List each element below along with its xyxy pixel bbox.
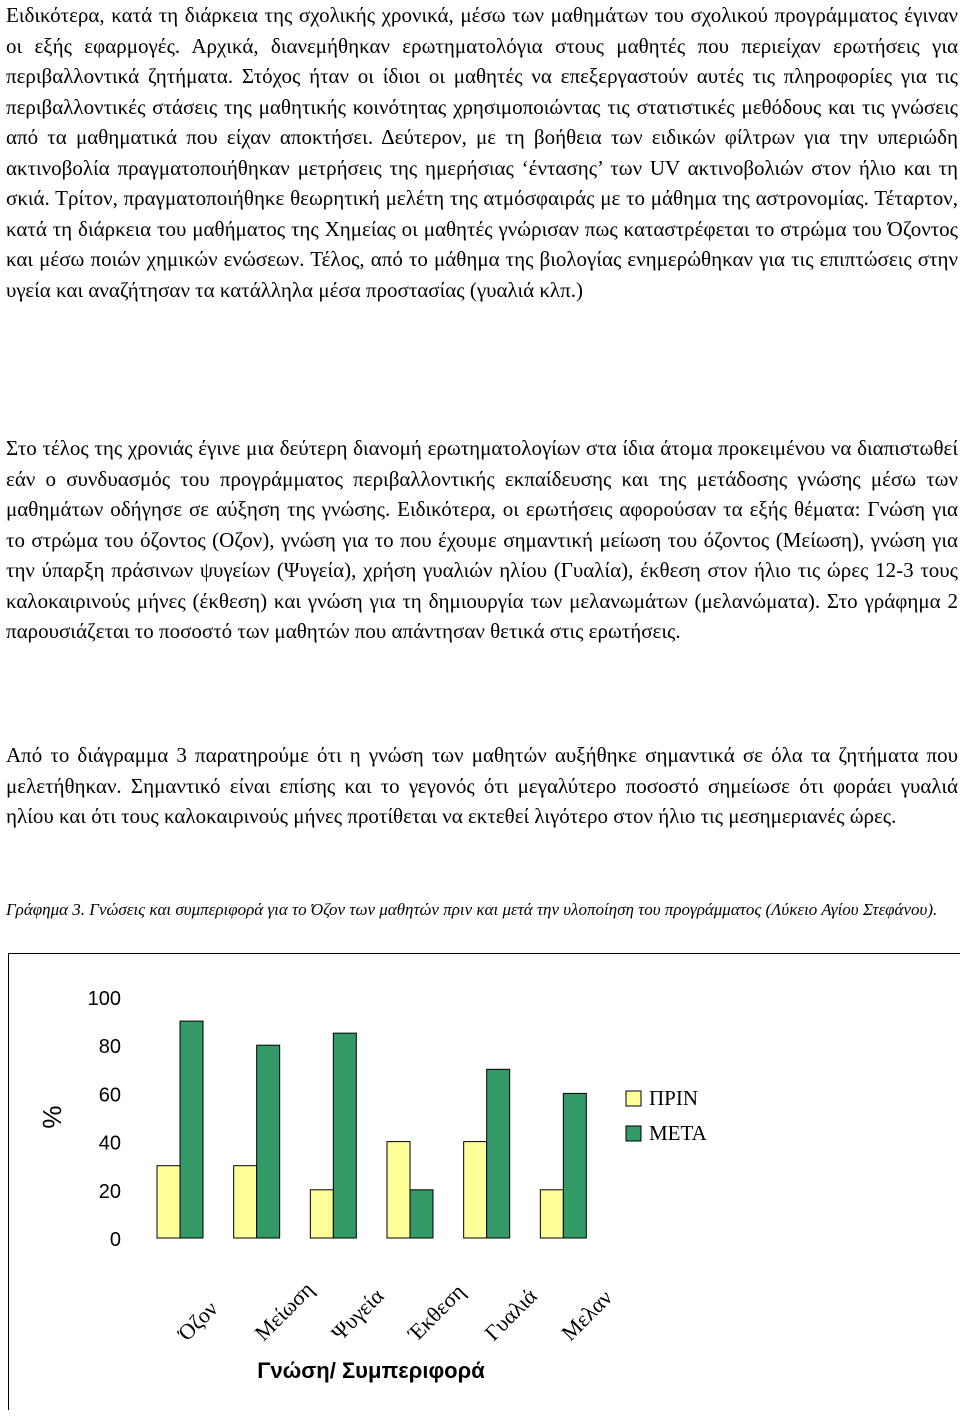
bar-after xyxy=(333,1033,356,1238)
bar-before xyxy=(387,1142,410,1238)
bar-after xyxy=(563,1093,586,1238)
x-tick-label: Ψυγεία xyxy=(326,1283,389,1346)
paragraph-1: Ειδικότερα, κατά τη διάρκεια της σχολικής χρονικά, μέσω των μαθημάτων του σχολικού προγράμματος έγιναν οι εξής εφαρμογές. Αρχικά, διανεμήθηκαν ερωτηματολόγια στους μαθητές που περιείχαν ερωτήσεις για περιβαλλοντικά ζητήματα. Στόχος ήταν οι ίδιοι οι μαθητές να επεξεργαστούν αυτές τις πληροφορίες για τις περιβαλλοντικές στάσεις της μαθητικής κοινότητας χρησιμοποιώντας τις στατιστικές μεθόδους και τις γνώσεις από τα μαθηματικά που είχαν αποκτήσει. Δεύτερον, με τη βοήθεια των ειδικών φίλτρων για την υπεριώδη ακτινοβολία πραγματοποιήθηκαν μετρήσεις της ημερήσιας ‘έντασης’ των UV ακτινοβολιών στον ήλιο και τη σκιά. Τρίτον, πραγματοποιήθηκε θεωρητική μελέτη της ατμόσφαιράς με το μάθημα της αστρονομίας. Τέταρτον, κατά τη διάρκεια του μαθήματος της Χημείας οι μαθητές γνώρισαν πως καταστρέφεται το στρώμα του Όζοντος και μέσω ποιών χημικών ενώσεων. Τέλος, από το μάθημα της βιολογίας ενημερώθηκαν για τις επιπτώσεις στην υγεία και αναζήτησαν τα κατάλληλα μέσα προστασίας (γυαλιά κλπ.) xyxy=(6,3,958,302)
legend-label: ΠΡΙΝ xyxy=(649,1086,699,1110)
bar-after xyxy=(180,1021,203,1238)
x-axis-label: Γνώση/ Συμπεριφορά xyxy=(257,1358,485,1383)
y-tick-label: 20 xyxy=(98,1180,121,1203)
bar-before xyxy=(540,1190,563,1238)
legend-label: ΜΕΤΑ xyxy=(649,1121,707,1145)
x-tick-label: Έκθεση xyxy=(402,1278,470,1346)
y-axis-label: % xyxy=(37,1105,67,1129)
y-tick-label: 100 xyxy=(87,988,121,1010)
bar-chart xyxy=(9,954,960,1411)
x-tick-label: Μείωση xyxy=(249,1276,319,1346)
y-tick-label: 40 xyxy=(98,1132,121,1155)
bar-after xyxy=(487,1069,510,1238)
legend-swatch xyxy=(626,1126,641,1141)
bar-before xyxy=(310,1190,333,1238)
bar-after xyxy=(257,1045,280,1238)
chart-frame xyxy=(8,953,960,1410)
x-tick-label: Μελαν xyxy=(556,1284,617,1346)
paragraph-2: Στο τέλος της χρονιάς έγινε μια δεύτερη διανομή ερωτηματολογίων στα ίδια άτομα προκειμένου να διαπιστωθεί εάν ο συνδυασμός του προγράμματος περιβαλλοντικής εκπαίδευσης και της μετάδοσης γνώσης μέσω των μαθημάτων οδήγησε σε αύξηση της γνώσης. Ειδικότερα, οι ερωτήσεις αφορούσαν τα εξής θέματα: Γνώση για το στρώμα του όζοντος (Οζον), γνώση για το που έχουμε σημαντική μείωση του όζοντος (Μείωση), γνώση για την ύπαρξη πράσινων ψυγείων (Ψυγεία), χρήση γυαλιών ηλίου (Γυαλία), έκθεση στον ήλιο τις ώρες 12-3 τους καλοκαιρινούς μήνες (έκθεση) και γνώση για τη δημιουργία των μελανωμάτων (μελανώματα). Στο γράφημα 2 παρουσιάζεται το ποσοστό των μαθητών που απάντησαν θετικά στις ερωτήσεις. xyxy=(6,436,958,643)
y-tick-label: 80 xyxy=(98,1036,121,1059)
x-tick-label: Γυαλιά xyxy=(479,1283,542,1346)
bar-after xyxy=(410,1190,433,1238)
bar-before xyxy=(464,1142,487,1238)
figure-caption: Γράφημα 3. Γνώσεις και συμπεριφορά για το Όζον των μαθητών πριν και μετά την υλοποίηση του προγράμματος (Λύκειο Αγίου Στεφάνου). xyxy=(6,900,938,919)
legend-swatch xyxy=(626,1091,641,1106)
y-tick-label: 0 xyxy=(109,1229,121,1251)
bar-before xyxy=(234,1166,257,1238)
bar-before xyxy=(157,1166,180,1238)
x-tick-label: Όζον xyxy=(172,1295,223,1346)
paragraph-3: Από το διάγραμμα 3 παρατηρούμε ότι η γνώση των μαθητών αυξήθηκε σημαντικά σε όλα τα ζητήματα που μελετήθηκαν. Σημαντικό είναι επίσης και το γεγονός ότι μεγαλύτερο ποσοστό σημείωσε ότι φοράει γυαλιά ηλίου και ότι τους καλοκαιρινούς μήνες προτίθεται να εκτεθεί λιγότερο στον ήλιο τις μεσημεριανές ώρες. xyxy=(6,743,958,828)
y-tick-label: 60 xyxy=(98,1084,121,1107)
